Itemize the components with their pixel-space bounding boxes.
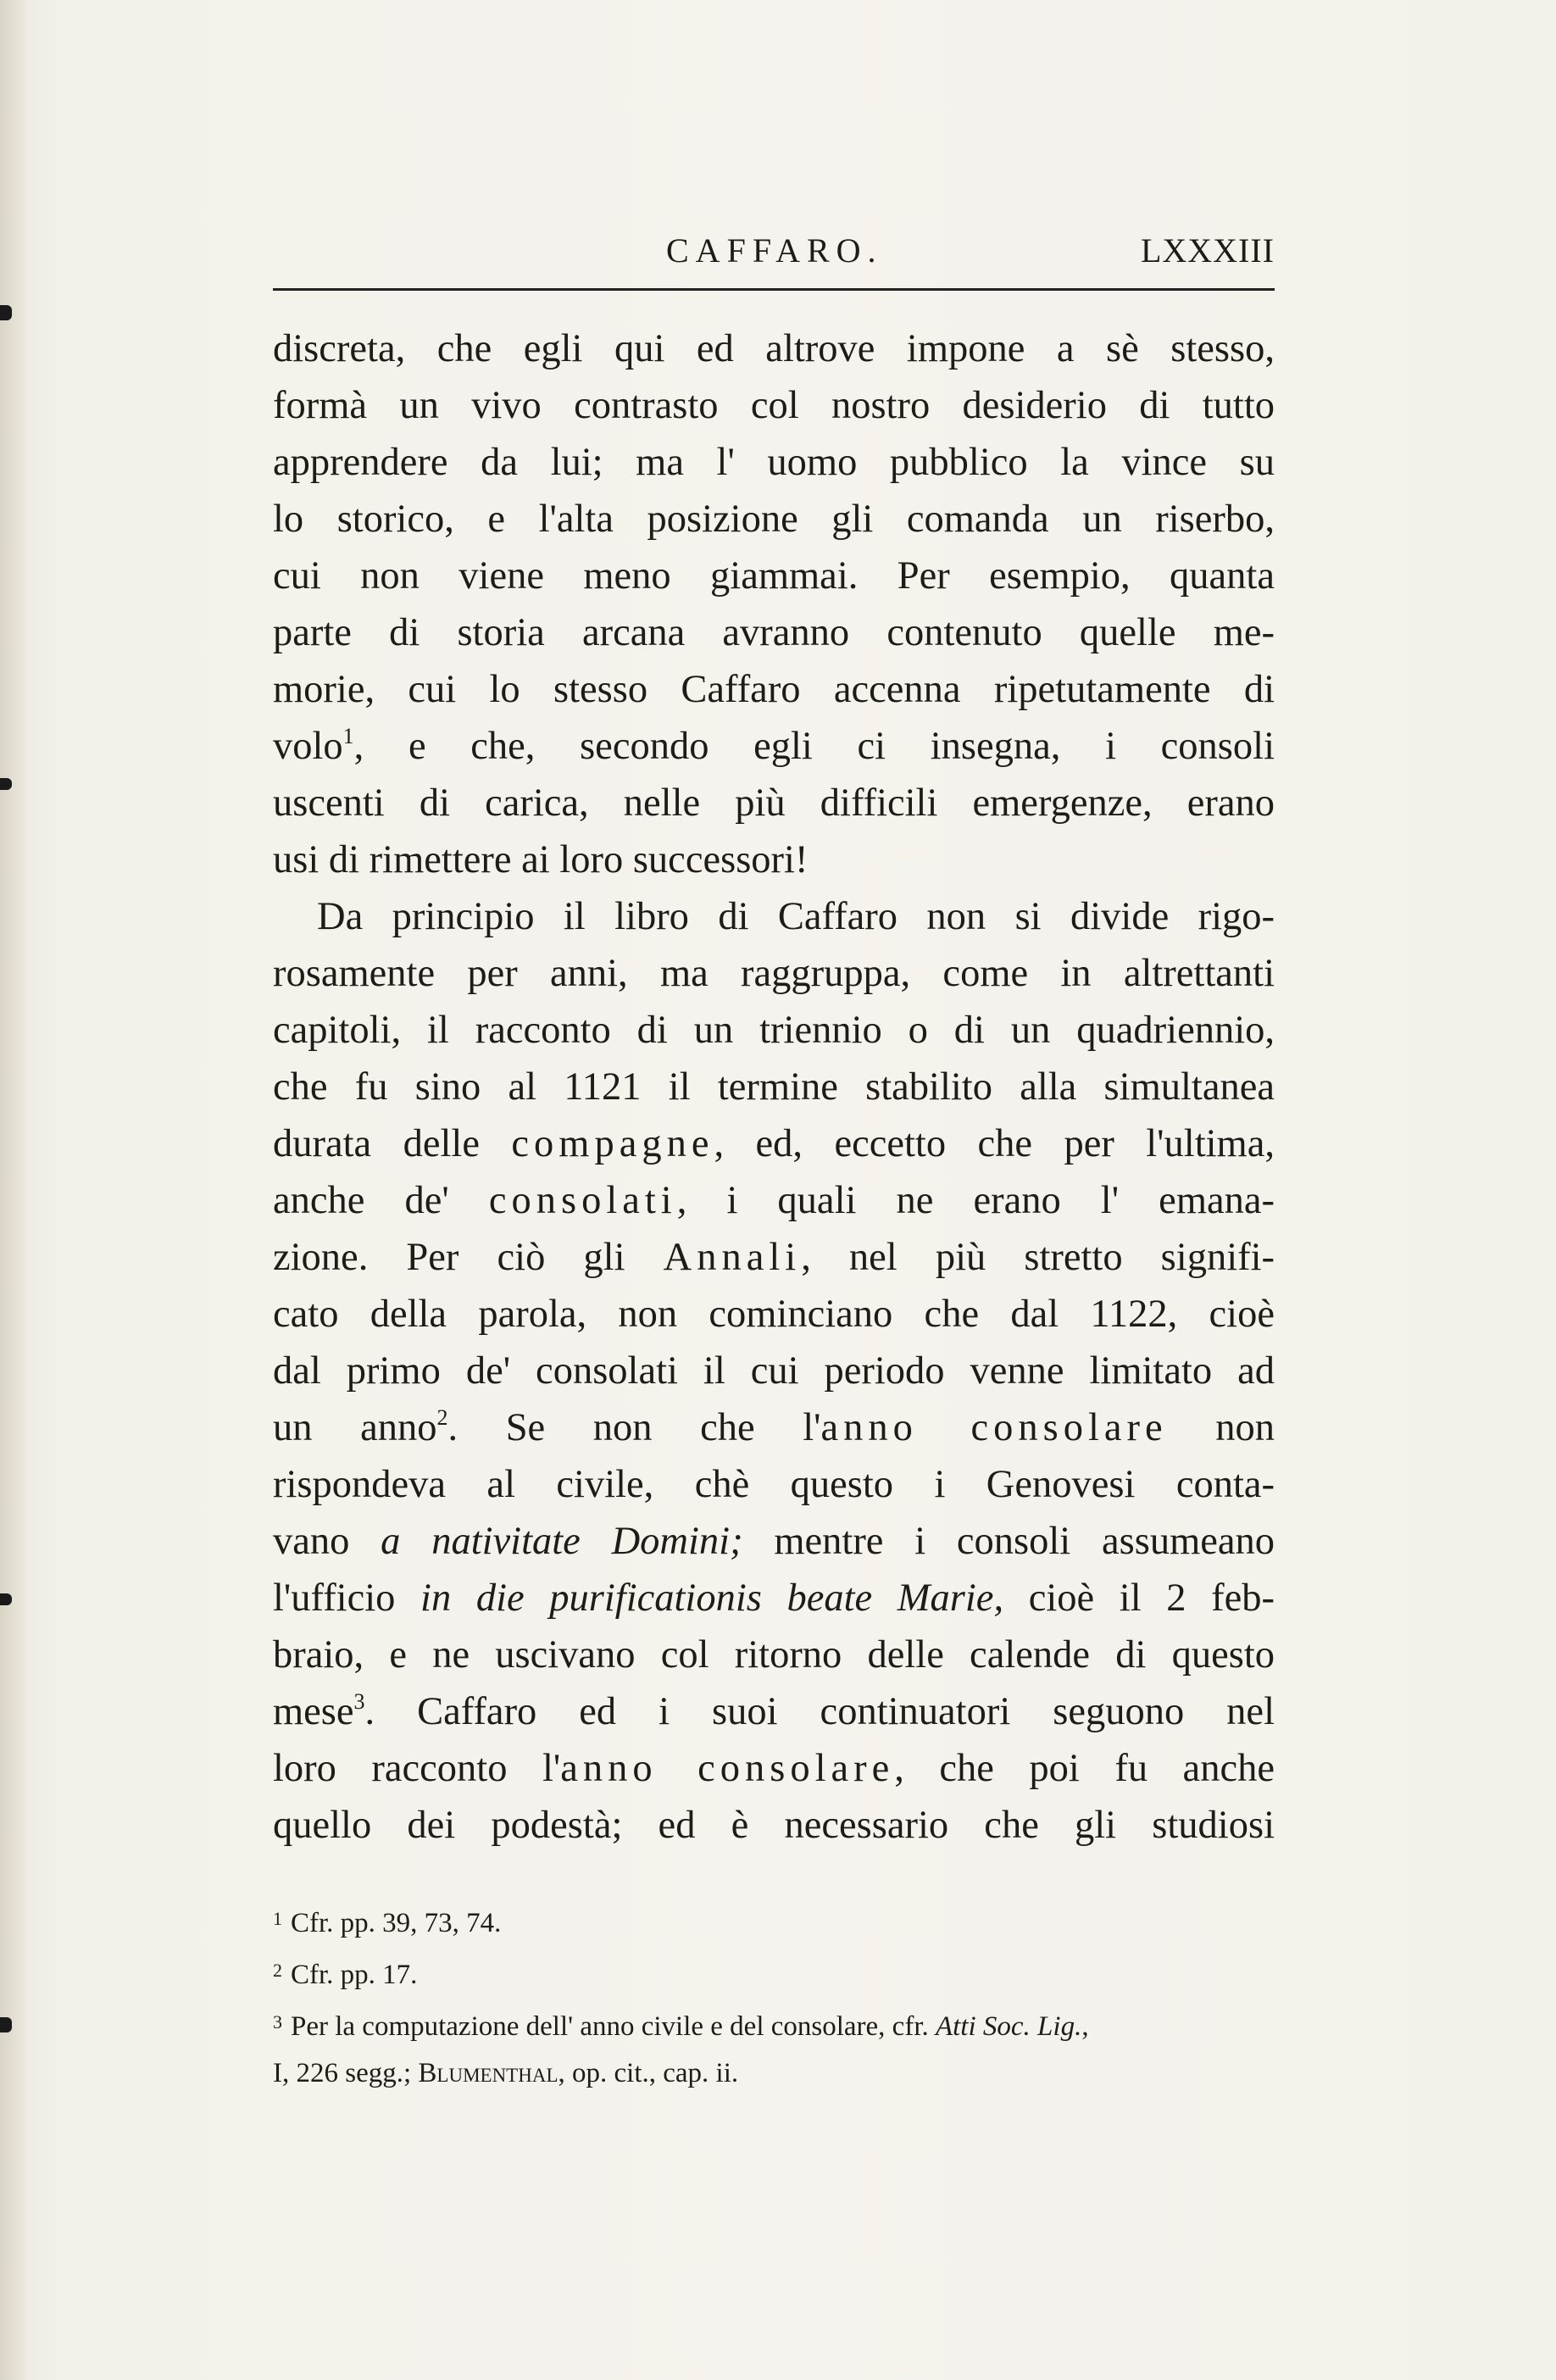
text-line: volo$^1$, e che, secondo egli ci insegna, i consoli (273, 724, 1275, 768)
text-line: dal primo de' consolati il cui periodo venne limitato ad (273, 1349, 1275, 1393)
header-rule (273, 288, 1275, 291)
footnote-1: $^1$ Cfr. pp. 39, 73, 74. (273, 1908, 502, 1938)
page-number: LXXXIII (1140, 231, 1275, 270)
spaced-term: compagne (511, 1122, 714, 1165)
footnote-ref: 2 (436, 1405, 448, 1430)
text-line: rispondeva al civile, chè questo i Genovesi conta- (273, 1463, 1275, 1506)
footnote-ref: 3 (353, 1689, 365, 1714)
text-line: rosamente per anni, ma raggruppa, come in altrettanti (273, 952, 1275, 995)
text-line: usi di rimettere ai loro successori! (273, 838, 809, 881)
text-line: formà un vivo contrasto col nostro desiderio di tutto (273, 384, 1275, 427)
text-line: cui non viene meno giammai. Per esempio, quanta (273, 554, 1275, 598)
text-line: quello dei podestà; ed è necessario che gli studiosi (273, 1804, 1275, 1847)
text-line: zione. Per ciò gli Annali, nel più stretto signifi- (273, 1236, 1275, 1279)
text-line: mese$^3$. Caffaro ed i suoi continuatori seguono nel (273, 1689, 1275, 1733)
spaced-term: Annali (663, 1236, 802, 1279)
body-text (273, 320, 1275, 1854)
text-line: morie, cui lo stesso Caffaro accenna ripetutamente di (273, 668, 1275, 711)
binding-mark (0, 1593, 12, 1605)
latin-phrase: in die purificationis beate Marie, (420, 1576, 1004, 1620)
footnotes (273, 1895, 1275, 2097)
text-line: vano a nativitate Domini; mentre i consoli assumeano (273, 1520, 1275, 1563)
text-line: anche de' consolati, i quali ne erano l' emana- (273, 1179, 1275, 1222)
text-line: cato della parola, non cominciano che dal 1122, cioè (273, 1293, 1275, 1336)
text-line: parte di storia arcana avranno contenuto quelle me- (273, 611, 1275, 654)
binding-mark (0, 778, 12, 790)
footnote-ref: 1 (342, 724, 354, 748)
latin-phrase: a nativitate Domini; (381, 1520, 743, 1563)
text-line: un anno$^2$. Se non che l'anno consolare non (273, 1405, 1275, 1449)
text-line: che fu sino al 1121 il termine stabilito alla simultanea (273, 1065, 1275, 1109)
footnote-2: $^2$ Cfr. pp. 17. (273, 1960, 418, 1990)
text-line: uscenti di carica, nelle più difficili emergenze, erano (273, 781, 1275, 825)
text-line: capitoli, il racconto di un triennio o di un quadriennio, (273, 1009, 1275, 1052)
text-line: braio, e ne uscivano col ritorno delle calende di questo (273, 1633, 1275, 1677)
binding-mark (0, 2017, 12, 2032)
text-line: discreta, che egli qui ed altrove impone a sè stesso, (273, 327, 1275, 370)
footnote-3-continuation: I, 226 segg.; Blumenthal, op. cit., cap. ii. (273, 2058, 739, 2088)
text-line: loro racconto l'anno consolare, che poi fu anche (273, 1747, 1275, 1790)
page-header (273, 224, 1275, 275)
spaced-term: consolati (488, 1179, 677, 1222)
spaced-term: anno consolare (820, 1406, 1168, 1449)
text-line: durata delle compagne, ed, eccetto che per l'ultima, (273, 1122, 1275, 1165)
running-title: CAFFARO. (666, 231, 883, 270)
spaced-term: anno consolare (560, 1747, 895, 1790)
text-line: lo storico, e l'alta posizione gli comanda un riserbo, (273, 498, 1275, 541)
footnote-3: $^3$ Per la computazione dell' anno civile e del consolare, cfr. Atti Soc. Lig., (273, 2011, 1089, 2042)
text-line: Da principio il libro di Caffaro non si divide rigo- (317, 895, 1275, 938)
text-line: apprendere da lui; ma l' uomo pubblico la vince su (273, 441, 1275, 484)
text-line: l'ufficio in die purificationis beate Marie, cioè il 2 feb- (273, 1576, 1275, 1620)
binding-mark (0, 305, 12, 320)
